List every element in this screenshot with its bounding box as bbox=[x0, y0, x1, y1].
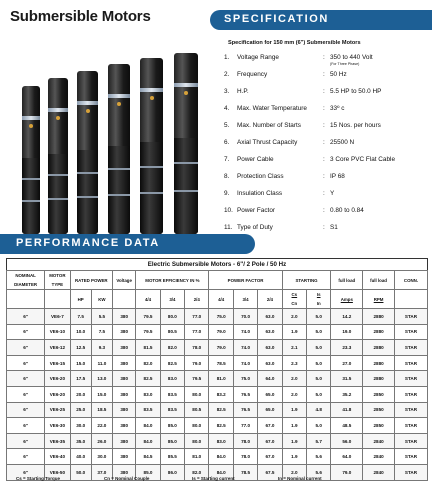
spec-label: H.P. bbox=[237, 88, 249, 95]
table-cell: 79.0 bbox=[331, 464, 363, 480]
header-motor-type: MOTOR TYPE bbox=[45, 271, 70, 290]
spec-colon: : bbox=[323, 207, 325, 214]
table-cell: 2.0 bbox=[282, 371, 306, 387]
table-cell: 20.0 bbox=[70, 386, 91, 402]
table-row bbox=[7, 386, 428, 402]
spec-num: 2. bbox=[224, 71, 230, 78]
table-cell: 31.5 bbox=[331, 371, 363, 387]
spec-value: 25500 N bbox=[330, 139, 355, 146]
table-cell: 78.0 bbox=[233, 433, 257, 449]
spec-num: 11. bbox=[224, 224, 233, 231]
table-cell: 78.5 bbox=[233, 464, 257, 480]
table-cell: 83.5 bbox=[136, 402, 160, 418]
table-cell: 81.0 bbox=[185, 449, 209, 465]
subheader-rpm: RPM bbox=[363, 290, 395, 309]
table-cell: 67.5 bbox=[258, 464, 282, 480]
table-cell: VE6-25 bbox=[45, 402, 70, 418]
table-cell: 84.0 bbox=[136, 418, 160, 434]
table-cell: 30.0 bbox=[91, 449, 112, 465]
table-row bbox=[7, 340, 428, 356]
table-row bbox=[7, 418, 428, 434]
table-cell: STAR bbox=[394, 433, 427, 449]
table-cell: 17.5 bbox=[70, 371, 91, 387]
table-cell: 2.1 bbox=[282, 340, 306, 356]
spec-row bbox=[224, 156, 429, 173]
table-cell: 380 bbox=[113, 355, 136, 371]
spec-colon: : bbox=[323, 173, 325, 180]
table-cell: 35.2 bbox=[331, 386, 363, 402]
table-cell: 380 bbox=[113, 449, 136, 465]
table-cell: 2.0 bbox=[282, 309, 306, 325]
spec-value: Y bbox=[330, 190, 335, 197]
table-cell: 6" bbox=[7, 340, 45, 356]
table-cell: 86.0 bbox=[160, 464, 184, 480]
table-cell: 4.8 bbox=[307, 402, 331, 418]
spec-row bbox=[224, 139, 429, 156]
spec-colon: : bbox=[323, 88, 325, 95]
table-cell: VE6-10 bbox=[45, 324, 70, 340]
table-cell: 5.6 bbox=[307, 449, 331, 465]
table-cell: STAR bbox=[394, 402, 427, 418]
table-cell: VE6-50 bbox=[45, 464, 70, 480]
table-cell: 6" bbox=[7, 309, 45, 325]
table-cell: 2.0 bbox=[282, 386, 306, 402]
table-cell: 1.9 bbox=[282, 324, 306, 340]
table-cell: 9.3 bbox=[91, 340, 112, 356]
spec-value: 3 Core PVC Flat Cable bbox=[330, 156, 395, 163]
table-cell: 84.5 bbox=[136, 449, 160, 465]
table-cell: 2850 bbox=[363, 418, 395, 434]
table-cell: 84.0 bbox=[136, 433, 160, 449]
table-cell: 380 bbox=[113, 464, 136, 480]
table-cell: 6" bbox=[7, 449, 45, 465]
motor-image-6 bbox=[174, 53, 198, 234]
table-cell: 6" bbox=[7, 418, 45, 434]
table-cell: 40.0 bbox=[70, 449, 91, 465]
legend-is: Is = Starting current bbox=[192, 476, 235, 481]
spec-row bbox=[224, 190, 429, 207]
table-cell: 30.0 bbox=[70, 418, 91, 434]
subheader-blank bbox=[113, 290, 136, 309]
table-cell: 5.5 bbox=[91, 309, 112, 325]
table-cell: STAR bbox=[394, 418, 427, 434]
table-cell: STAR bbox=[394, 464, 427, 480]
table-cell: 41.8 bbox=[331, 402, 363, 418]
table-cell: 82.5 bbox=[136, 371, 160, 387]
table-cell: 63.0 bbox=[258, 340, 282, 356]
table-cell: 80.0 bbox=[185, 433, 209, 449]
table-cell: 81.5 bbox=[136, 340, 160, 356]
table-cell: 380 bbox=[113, 309, 136, 325]
subheader-blank bbox=[7, 290, 45, 309]
table-cell: 78.5 bbox=[209, 355, 233, 371]
table-cell: 5.0 bbox=[307, 309, 331, 325]
table-cell: 15.0 bbox=[70, 355, 91, 371]
header-nominal-diameter: NOMINAL DIAMETER bbox=[7, 271, 45, 290]
table-cell: 10.0 bbox=[70, 324, 91, 340]
header-full-load-amps: full load bbox=[331, 271, 363, 290]
performance-table bbox=[6, 270, 428, 481]
table-cell: 380 bbox=[113, 340, 136, 356]
motor-image-2 bbox=[48, 78, 68, 234]
table-cell: 83.5 bbox=[160, 386, 184, 402]
subheader-pf-34: 3/4 bbox=[233, 290, 257, 309]
spec-row bbox=[224, 54, 429, 71]
table-cell: 5.0 bbox=[307, 386, 331, 402]
table-cell: 74.0 bbox=[233, 324, 257, 340]
table-cell: 80.0 bbox=[185, 386, 209, 402]
spec-row bbox=[224, 71, 429, 88]
header-starting: STARTING bbox=[282, 271, 331, 290]
spec-row bbox=[224, 207, 429, 224]
table-cell: 65.0 bbox=[258, 402, 282, 418]
subheader-blank bbox=[394, 290, 427, 309]
table-cell: STAR bbox=[394, 386, 427, 402]
table-cell: STAR bbox=[394, 309, 427, 325]
table-cell: 2840 bbox=[363, 433, 395, 449]
table-cell: 79.5 bbox=[136, 324, 160, 340]
spec-num: 4. bbox=[224, 105, 230, 112]
table-row bbox=[7, 402, 428, 418]
table-cell: 79.0 bbox=[209, 324, 233, 340]
spec-value: 5.5 HP to 50.0 HP bbox=[330, 88, 382, 95]
table-cell: 1.9 bbox=[282, 418, 306, 434]
table-cell: 5.6 bbox=[307, 464, 331, 480]
table-cell: 63.0 bbox=[258, 324, 282, 340]
spec-label: Insulation Class bbox=[237, 190, 283, 197]
table-cell: 83.0 bbox=[160, 371, 184, 387]
table-cell: 380 bbox=[113, 324, 136, 340]
spec-num: 1. bbox=[224, 54, 230, 61]
table-cell: VE6-7 bbox=[45, 309, 70, 325]
spec-colon: : bbox=[323, 190, 325, 197]
performance-banner-label: PERFORMANCE DATA bbox=[16, 237, 160, 249]
table-cell: 6" bbox=[7, 355, 45, 371]
table-cell: 84.0 bbox=[209, 449, 233, 465]
performance-table-title: Electric Submersible Motors - 6"/ 2 Pole / 50 Hz bbox=[6, 258, 428, 270]
table-cell: 77.0 bbox=[233, 418, 257, 434]
table-cell: 79.5 bbox=[185, 371, 209, 387]
table-cell: 2850 bbox=[363, 402, 395, 418]
subheader-blank bbox=[45, 290, 70, 309]
table-cell: 78.0 bbox=[233, 449, 257, 465]
table-row bbox=[7, 355, 428, 371]
spec-subtitle: Specification for 150 mm (6") Submersible Motors bbox=[228, 40, 361, 46]
spec-colon: : bbox=[323, 139, 325, 146]
table-cell: 85.0 bbox=[136, 464, 160, 480]
table-cell: 82.5 bbox=[209, 418, 233, 434]
table-cell: 82.5 bbox=[160, 355, 184, 371]
table-cell: 6" bbox=[7, 464, 45, 480]
spec-num: 5. bbox=[224, 122, 230, 129]
spec-colon: : bbox=[323, 122, 325, 129]
motor-image-1 bbox=[22, 86, 40, 234]
spec-row bbox=[224, 88, 429, 105]
spec-value: S1 bbox=[330, 224, 338, 231]
table-cell: 2880 bbox=[363, 371, 395, 387]
spec-value: 15 Nos. per hours bbox=[330, 122, 381, 129]
table-row bbox=[7, 324, 428, 340]
table-cell: 19.0 bbox=[331, 324, 363, 340]
table-cell: 83.5 bbox=[160, 402, 184, 418]
header-connection: CONN. bbox=[394, 271, 427, 290]
spec-num: 6. bbox=[224, 139, 230, 146]
table-cell: 83.2 bbox=[209, 386, 233, 402]
spec-colon: : bbox=[323, 224, 325, 231]
table-cell: 22.0 bbox=[91, 418, 112, 434]
legend-in: In = Nominal current bbox=[278, 476, 322, 481]
table-cell: 6" bbox=[7, 371, 45, 387]
table-cell: 5.0 bbox=[307, 371, 331, 387]
spec-value: 350 to 440 Volt bbox=[330, 54, 373, 61]
legend-cn: Cn = Nominal Couple bbox=[104, 476, 150, 481]
performance-table-wrap bbox=[6, 258, 428, 481]
table-cell: 80.5 bbox=[185, 402, 209, 418]
table-cell: 79.0 bbox=[209, 340, 233, 356]
subheader-amps: Amps bbox=[331, 290, 363, 309]
table-cell: 50.0 bbox=[70, 464, 91, 480]
table-cell: 5.0 bbox=[307, 340, 331, 356]
table-cell: STAR bbox=[394, 355, 427, 371]
table-row bbox=[7, 449, 428, 465]
table-cell: 74.0 bbox=[233, 340, 257, 356]
table-cell: 2880 bbox=[363, 355, 395, 371]
table-cell: 67.0 bbox=[258, 433, 282, 449]
header-full-load-rpm: full load bbox=[363, 271, 395, 290]
table-cell: 85.0 bbox=[160, 418, 184, 434]
table-cell: 63.0 bbox=[258, 309, 282, 325]
subheader-eff-44: 4/4 bbox=[136, 290, 160, 309]
table-cell: 1.9 bbox=[282, 402, 306, 418]
table-cell: 80.0 bbox=[160, 309, 184, 325]
motor-image-5 bbox=[140, 58, 163, 234]
spec-row bbox=[224, 224, 429, 241]
table-cell: 2840 bbox=[363, 449, 395, 465]
table-cell: STAR bbox=[394, 340, 427, 356]
table-cell: 2.0 bbox=[282, 464, 306, 480]
table-cell: 77.0 bbox=[185, 309, 209, 325]
table-cell: 18.5 bbox=[91, 402, 112, 418]
spec-row bbox=[224, 105, 429, 122]
table-cell: VE6-35 bbox=[45, 433, 70, 449]
table-cell: 6" bbox=[7, 386, 45, 402]
spec-colon: : bbox=[323, 105, 325, 112]
table-cell: 14.2 bbox=[331, 309, 363, 325]
header-voltage: Voltage bbox=[113, 271, 136, 290]
spec-colon: : bbox=[323, 71, 325, 78]
table-cell: 380 bbox=[113, 386, 136, 402]
spec-num: 3. bbox=[224, 88, 230, 95]
spec-value: IP 68 bbox=[330, 173, 345, 180]
table-cell: 78.0 bbox=[185, 340, 209, 356]
table-cell: 12.5 bbox=[70, 340, 91, 356]
motor-image-3 bbox=[77, 71, 98, 234]
table-cell: 76.5 bbox=[233, 386, 257, 402]
table-cell: VE6-40 bbox=[45, 449, 70, 465]
table-cell: 2850 bbox=[363, 386, 395, 402]
spec-list bbox=[224, 54, 429, 241]
table-cell: 13.0 bbox=[91, 371, 112, 387]
spec-label: Axial Thrust Capacity bbox=[237, 139, 298, 146]
spec-value: 33º c bbox=[330, 105, 345, 112]
specification-banner bbox=[210, 10, 432, 30]
table-cell: 56.0 bbox=[331, 433, 363, 449]
table-cell: 70.0 bbox=[233, 309, 257, 325]
subheader-eff-34: 3/4 bbox=[160, 290, 184, 309]
table-cell: 380 bbox=[113, 402, 136, 418]
table-cell: VE6-15 bbox=[45, 355, 70, 371]
table-cell: 65.0 bbox=[258, 386, 282, 402]
spec-row bbox=[224, 173, 429, 190]
spec-num: 10. bbox=[224, 207, 233, 214]
table-cell: 7.5 bbox=[70, 309, 91, 325]
table-cell: 85.5 bbox=[160, 449, 184, 465]
table-row bbox=[7, 371, 428, 387]
table-row bbox=[7, 309, 428, 325]
spec-value: 0.80 to 0.84 bbox=[330, 207, 364, 214]
table-cell: 63.0 bbox=[258, 355, 282, 371]
page-title: Submersible Motors bbox=[10, 8, 151, 25]
table-cell: 27.0 bbox=[331, 355, 363, 371]
table-cell: VE6-20 bbox=[45, 386, 70, 402]
table-cell: 83.0 bbox=[209, 433, 233, 449]
header-efficiency: MOTOR EFFICIENCY IN % bbox=[136, 271, 209, 290]
motor-product-image bbox=[20, 52, 212, 234]
spec-colon: : bbox=[323, 156, 325, 163]
motor-image-4 bbox=[108, 64, 130, 234]
table-cell: 6" bbox=[7, 433, 45, 449]
table-cell: 5.0 bbox=[307, 324, 331, 340]
spec-num: 9. bbox=[224, 190, 230, 197]
table-row bbox=[7, 433, 428, 449]
table-cell: 75.0 bbox=[233, 371, 257, 387]
table-cell: 380 bbox=[113, 418, 136, 434]
table-cell: 74.0 bbox=[233, 355, 257, 371]
table-cell: 380 bbox=[113, 433, 136, 449]
table-cell: 82.0 bbox=[185, 464, 209, 480]
spec-value-note: (For Three Phase) bbox=[330, 62, 360, 66]
table-cell: 11.0 bbox=[91, 355, 112, 371]
spec-label: Frequency bbox=[237, 71, 268, 78]
spec-row bbox=[224, 122, 429, 139]
table-cell: 82.0 bbox=[136, 355, 160, 371]
subheader-pf-24: 2/4 bbox=[258, 290, 282, 309]
table-cell: 64.0 bbox=[258, 371, 282, 387]
table-cell: 6" bbox=[7, 402, 45, 418]
table-cell: 75.0 bbox=[209, 309, 233, 325]
spec-label: Type of Duty bbox=[237, 224, 273, 231]
header-power-factor: POWER FACTOR bbox=[209, 271, 282, 290]
table-cell: 80.0 bbox=[185, 418, 209, 434]
table-cell: 380 bbox=[113, 371, 136, 387]
performance-banner bbox=[0, 234, 255, 254]
specification-banner-label: SPECIFICATION bbox=[224, 13, 329, 25]
table-cell: VE6-30 bbox=[45, 418, 70, 434]
table-cell: STAR bbox=[394, 371, 427, 387]
subheader-cs-cn: Cs Cn bbox=[282, 290, 306, 309]
table-cell: 35.0 bbox=[70, 433, 91, 449]
subheader-eff-24: 2/4 bbox=[185, 290, 209, 309]
table-cell: 48.5 bbox=[331, 418, 363, 434]
table-cell: 77.0 bbox=[185, 324, 209, 340]
table-cell: 76.5 bbox=[233, 402, 257, 418]
table-cell: 81.0 bbox=[209, 371, 233, 387]
table-cell: 67.0 bbox=[258, 418, 282, 434]
table-cell: VE6-12 bbox=[45, 340, 70, 356]
table-cell: 64.0 bbox=[331, 449, 363, 465]
spec-colon: : bbox=[323, 54, 325, 61]
table-cell: 2840 bbox=[363, 464, 395, 480]
spec-num: 8. bbox=[224, 173, 230, 180]
table-cell: 84.0 bbox=[209, 464, 233, 480]
table-cell: 7.5 bbox=[91, 324, 112, 340]
spec-label: Power Factor bbox=[237, 207, 276, 214]
spec-label: Max. Water Temperature bbox=[237, 105, 307, 112]
table-cell: 67.0 bbox=[258, 449, 282, 465]
spec-label: Protection Class bbox=[237, 173, 284, 180]
spec-label: Max. Number of Starts bbox=[237, 122, 301, 129]
table-cell: 25.0 bbox=[70, 402, 91, 418]
subheader-pf-44: 4/4 bbox=[209, 290, 233, 309]
table-cell: 6" bbox=[7, 324, 45, 340]
table-cell: 5.7 bbox=[307, 433, 331, 449]
table-cell: 2880 bbox=[363, 309, 395, 325]
table-cell: 5.0 bbox=[307, 418, 331, 434]
table-cell: 2880 bbox=[363, 324, 395, 340]
table-cell: 1.9 bbox=[282, 449, 306, 465]
table-cell: STAR bbox=[394, 449, 427, 465]
table-cell: 82.0 bbox=[160, 340, 184, 356]
table-cell: 82.5 bbox=[209, 402, 233, 418]
table-cell: 37.0 bbox=[91, 464, 112, 480]
table-cell: 5.0 bbox=[307, 355, 331, 371]
table-cell: 85.0 bbox=[160, 433, 184, 449]
table-cell: VE6-20 bbox=[45, 371, 70, 387]
table-cell: 2880 bbox=[363, 340, 395, 356]
subheader-kw: KW bbox=[91, 290, 112, 309]
table-cell: 83.0 bbox=[136, 386, 160, 402]
spec-label: Voltage Range bbox=[237, 54, 279, 61]
table-cell: 79.0 bbox=[185, 355, 209, 371]
table-cell: 23.3 bbox=[331, 340, 363, 356]
header-rated-power: RATED POWER bbox=[70, 271, 112, 290]
table-cell: 80.5 bbox=[160, 324, 184, 340]
subheader-is-in: Is In bbox=[307, 290, 331, 309]
table-cell: 1.9 bbox=[282, 433, 306, 449]
spec-label: Power Cable bbox=[237, 156, 274, 163]
legend-cs: Cs = Starting Torque bbox=[16, 476, 61, 481]
table-cell: 26.0 bbox=[91, 433, 112, 449]
table-cell: STAR bbox=[394, 324, 427, 340]
spec-num: 7. bbox=[224, 156, 230, 163]
table-cell: 2.3 bbox=[282, 355, 306, 371]
spec-value: 50 Hz bbox=[330, 71, 347, 78]
subheader-hp: HP bbox=[70, 290, 91, 309]
table-cell: 15.0 bbox=[91, 386, 112, 402]
table-cell: 79.5 bbox=[136, 309, 160, 325]
